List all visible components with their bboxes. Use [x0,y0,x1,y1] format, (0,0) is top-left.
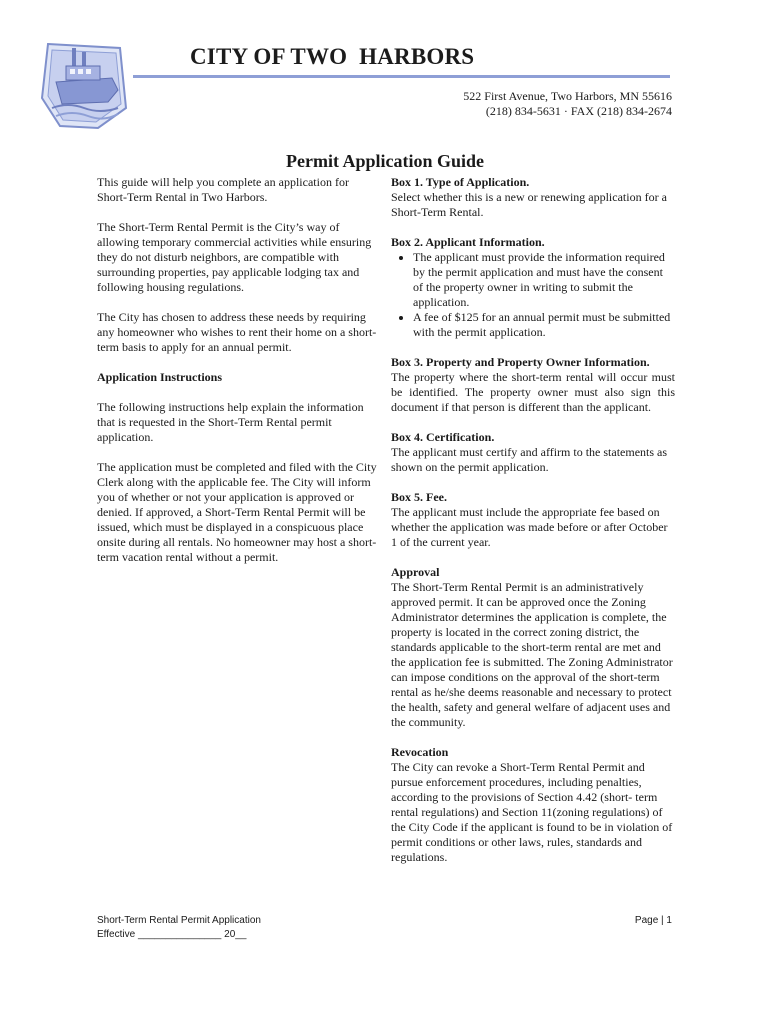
box3-section [391,355,675,415]
box2-heading: Box 2. Applicant Information. [391,235,545,249]
box4-section [391,430,675,475]
box4-heading: Box 4. Certification. [391,430,495,444]
box3-heading: Box 3. Property and Property Owner Information. [391,355,650,369]
box5-text: The applicant must include the appropriate fee based on whether the application was made before or after October 1 of the current year. [391,505,668,549]
intro-paragraph-2: The Short-Term Rental Permit is the City’s way of allowing temporary commercial activities while ensuring they do not disturb neighbors, are compatible with surrounding properties, pay applicable lodging tax and following housing regulations. [97,220,372,294]
phone-fax-line: (218) 834-5631 · FAX (218) 834-2674 [485,104,672,118]
approval-section [391,565,675,730]
page-number: Page | 1 [634,915,672,926]
tugboat-seal-icon [38,38,130,130]
approval-heading: Approval [391,565,440,579]
right-column [391,175,675,880]
city-seal-logo [38,38,130,130]
revocation-section [391,745,675,865]
intro-paragraph-3: The City has chosen to address these needs by requiring any homeowner who wishes to rent their home on a short-term basis to apply for an annual permit. [97,310,377,354]
left-column [97,175,379,580]
instructions-paragraph-2: The application must be completed and filed with the City Clerk along with the applicable fee. The City will inform you of whether or not your application is approved or denied. If approved, a Short-Term Rental Permit will be issued, which must be displayed in a conspicuous place onsite during all rentals. No homeowner may host a short-term vacation rental without a permit. [97,460,377,564]
box4-text: The applicant must certify and affirm to the statements as shown on the permit application. [391,445,668,474]
box5-section [391,490,675,550]
revocation-heading: Revocation [391,745,449,759]
city-title: CITY OF TWO HARBORS [190,44,475,69]
box1-section [391,175,675,220]
instructions-paragraph-1: The following instructions help explain the information that is requested in the Short-Term Rental permit application. [97,400,364,444]
document-title: Permit Application Guide [286,151,484,171]
footer-effective-date: Effective _______________ 20__ [97,929,247,940]
box3-text: The property where the short-term rental will occur must be identified. The property owner must also sign this document if that person is different than the applicant. [391,370,675,414]
box2-bullet: • A fee of $125 for an annual permit must be submitted with the permit application. [413,310,675,340]
footer-left [97,914,261,942]
revocation-text: The City can revoke a Short-Term Rental Permit and pursue enforcement procedures, including penalties, according to the provisions of Section 4.42 (short- term rental regulations) and Section 11(zoning regulations) of the City Code if the applicant is found to be in violation of permit conditions or other laws, rules, standards and regulations. [391,760,673,864]
box2-section [391,235,675,340]
footer-title: Short-Term Rental Permit Application [97,915,261,926]
box2-bullet: • The applicant must provide the information required by the permit application and must have the consent of the property owner in writing to submit the application. [413,250,675,310]
approval-text: The Short-Term Rental Permit is an administratively approved permit. It can be approved once the Zoning Administrator determines the application is complete, the property is located in the correct zoning district, the standards applicable to the short-term rental are met and the application fee is submitted. The Zoning Administrator can impose conditions on the approval of the short-term rental as he/she deems reasonable and necessary to protect the health, safety and general welfare of adjacent uses and the community. [391,580,673,729]
box1-heading: Box 1. Type of Application. [391,175,530,189]
instructions-heading: Application Instructions [97,370,223,384]
box5-heading: Box 5. Fee. [391,490,447,504]
intro-paragraph-1: This guide will help you complete an application for Short-Term Rental in Two Harbors. [97,175,349,204]
header-rule [133,75,670,78]
box1-text: Select whether this is a new or renewing application for a Short-Term Rental. [391,190,667,219]
address-line: 522 First Avenue, Two Harbors, MN 55616 [463,89,672,103]
address-block [463,89,672,119]
box2-bullet-list [391,250,675,340]
